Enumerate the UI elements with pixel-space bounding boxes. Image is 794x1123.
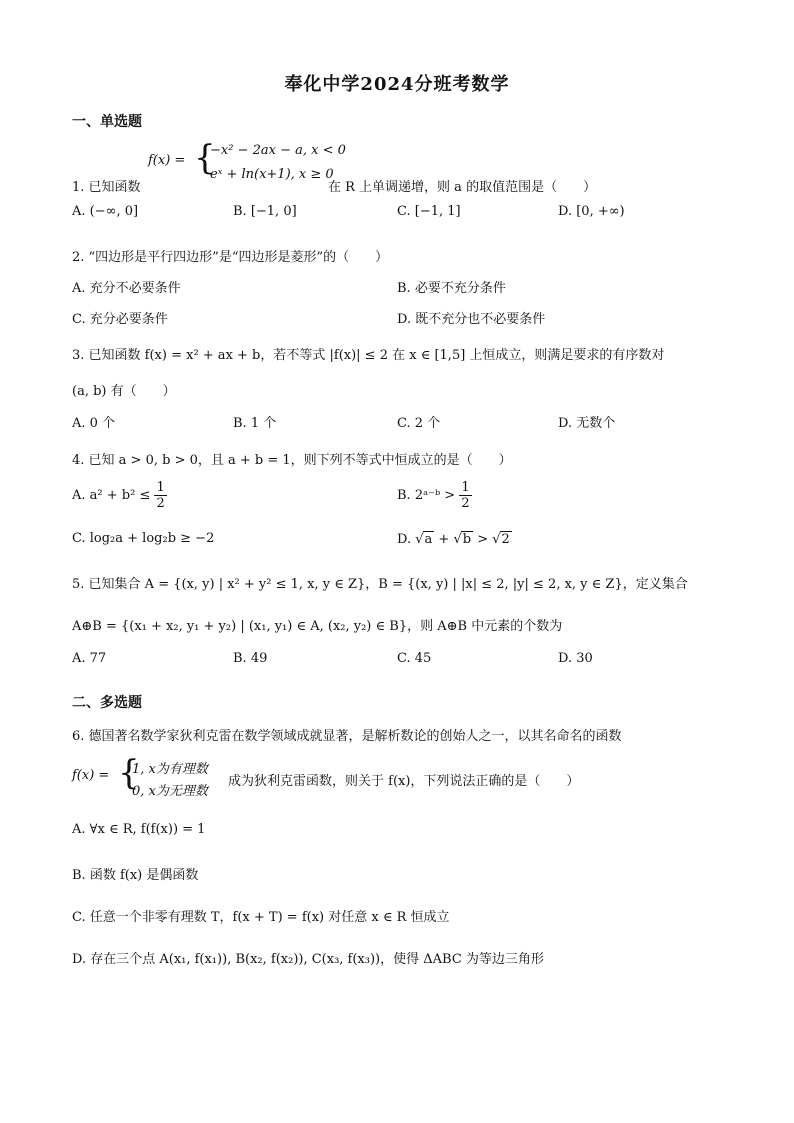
q4-option-d-label: D. (397, 532, 412, 547)
fraction-numerator: 1 (156, 480, 165, 495)
q6-brace: { (118, 753, 140, 793)
q6-case2: 0, x为无理数 (132, 784, 208, 799)
q3-option-d: D. 无数个 (558, 416, 616, 431)
q4-option-c: C. log₂a + log₂b ≥ −2 (72, 531, 215, 546)
sqrt-a: a (424, 532, 433, 547)
q1-option-d: D. [0, +∞) (558, 204, 625, 219)
fraction-denominator: 2 (461, 496, 470, 511)
q1-option-c: C. [−1, 1] (397, 204, 461, 219)
q1-case1: −x² − 2ax − a, x < 0 (210, 143, 346, 158)
q5-option-d: D. 30 (558, 651, 593, 666)
q1-brace: { (194, 138, 216, 178)
q5-stem-line1: 5. 已知集合 A = {(x, y) | x² + y² ≤ 1, x, y ∈ Z}，B = {(x, y) | |x| ≤ 2, |y| ≤ 2, x, y ∈ Z}，定义集合 (72, 577, 688, 592)
q3-stem-line1: 3. 已知函数 f(x) = x² + ax + b，若不等式 |f(x)| ≤ 2 在 x ∈ [1,5] 上恒成立，则满足要求的有序数对 (72, 348, 665, 363)
q3-option-b: B. 1 个 (233, 416, 277, 431)
section-single-choice: 一、单选题 (72, 114, 142, 130)
q1-fx: f(x) = (148, 153, 186, 168)
exam-title: 奉化中学2024分班考数学 (284, 74, 510, 95)
sqrt-2: 2 (501, 532, 510, 547)
q3-option-a: A. 0 个 (72, 416, 116, 431)
q6-option-c: C. 任意一个非零有理数 T，f(x + T) = f(x) 对任意 x ∈ R 恒成立 (72, 910, 450, 925)
q2-option-c: C. 充分必要条件 (72, 312, 168, 327)
q4-option-b-fraction (459, 480, 471, 511)
sqrt-b: b (462, 532, 472, 547)
fraction-denominator: 2 (156, 496, 165, 511)
plus-sign: + (438, 532, 450, 547)
q6-option-b: B. 函数 f(x) 是偶函数 (72, 868, 199, 883)
fraction-numerator: 1 (461, 480, 470, 495)
q4-stem: 4. 已知 a > 0, b > 0，且 a + b = 1，则下列不等式中恒成立的是（ ） (72, 453, 512, 468)
q6-option-a: A. ∀x ∈ R, f(f(x)) = 1 (72, 822, 206, 837)
q3-stem-line2: (a, b) 有（ ） (72, 384, 176, 399)
q2-option-b: B. 必要不充分条件 (397, 281, 506, 296)
q4-option-b (397, 480, 472, 511)
q1-number: 1. 已知函数 (72, 180, 141, 195)
q5-option-b: B. 49 (233, 651, 268, 666)
greater-sign: > (477, 532, 489, 547)
q6-tail: 成为狄利克雷函数，则关于 f(x)，下列说法正确的是（ ） (228, 774, 580, 789)
q5-option-c: C. 45 (397, 651, 432, 666)
q1-option-b: B. [−1, 0] (233, 204, 297, 219)
q6-option-d: D. 存在三个点 A(x₁, f(x₁)), B(x₂, f(x₂)), C(x₃, f(x₃))，使得 ΔABC 为等边三角形 (72, 952, 544, 967)
q1-option-a: A. (−∞, 0] (72, 204, 139, 219)
q1-case2: eˣ + ln(x+1), x ≥ 0 (210, 167, 334, 182)
q2-option-a: A. 充分不必要条件 (72, 281, 181, 296)
q4-option-d: D. √a + √b > √2 (397, 532, 510, 547)
q4-option-a (72, 480, 167, 511)
q2-stem: 2. “四边形是平行四边形”是“四边形是菱形”的（ ） (72, 250, 389, 265)
q6-fx: f(x) = (72, 768, 110, 783)
q1-tail: 在 R 上单调递增，则 a 的取值范围是（ ） (328, 180, 597, 195)
section-multiple-choice: 二、多选题 (72, 695, 142, 711)
q4-option-b-text: B. 2ᵃ⁻ᵇ > (397, 488, 456, 503)
q2-option-d: D. 既不充分也不必要条件 (397, 312, 546, 327)
q5-option-a: A. 77 (72, 651, 107, 666)
q6-stem-line1: 6. 德国著名数学家狄利克雷在数学领域成就显著，是解析数论的创始人之一，以其名命名的函数 (72, 729, 622, 744)
q5-stem-line2: A⊕B = {(x₁ + x₂, y₁ + y₂) | (x₁, y₁) ∈ A, (x₂, y₂) ∈ B}，则 A⊕B 中元素的个数为 (72, 619, 563, 634)
q4-option-a-fraction (154, 480, 166, 511)
q3-option-c: C. 2 个 (397, 416, 441, 431)
q4-option-a-text: A. a² + b² ≤ (72, 488, 151, 503)
q6-case1: 1, x为有理数 (132, 762, 208, 777)
